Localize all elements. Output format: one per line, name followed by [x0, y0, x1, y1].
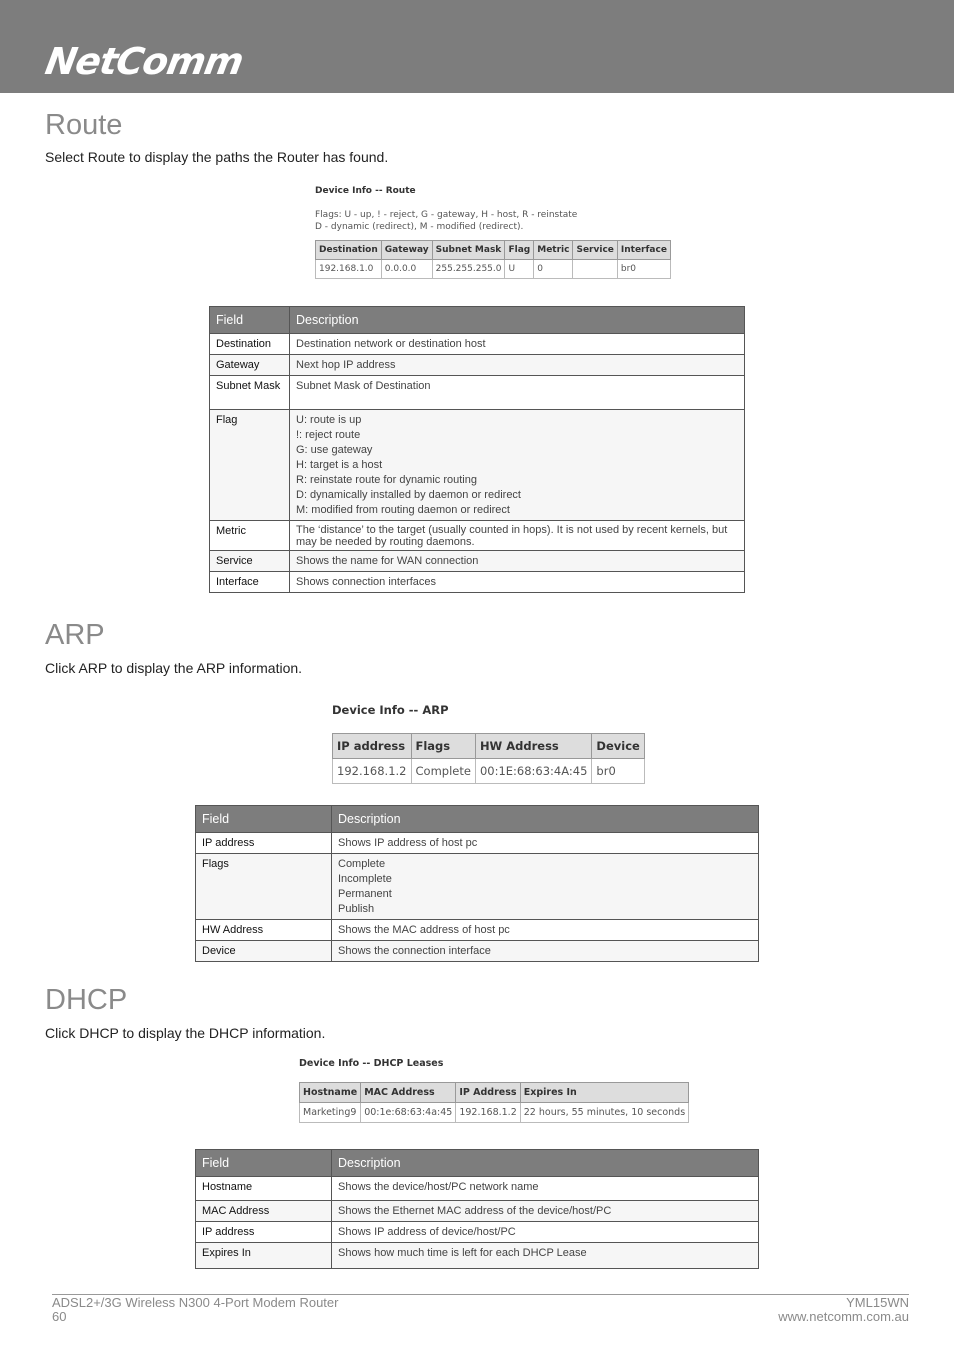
- field-description-cell: [332, 854, 759, 920]
- route-shot-header-cell: Service: [573, 241, 617, 260]
- description-line: Shows connection interfaces: [296, 576, 437, 588]
- dhcp-shot-data-cell: 22 hours, 55 minutes, 10 seconds: [520, 1103, 688, 1123]
- description-line: Destination network or destination host: [296, 338, 486, 350]
- route-shot-header-cell: Interface: [617, 241, 670, 260]
- description-line: Next hop IP address: [296, 359, 396, 371]
- field-description-cell: [290, 334, 745, 355]
- table-row: [196, 1201, 759, 1222]
- arp-shot-header-cell: Device: [592, 734, 644, 759]
- arp-shot-data-cell: br0: [592, 759, 644, 784]
- field-name-cell: Subnet Mask: [210, 376, 290, 410]
- table-row: [196, 1222, 759, 1243]
- footer-url: www.netcomm.com.au: [778, 1309, 909, 1324]
- dhcp-shot-title: Device Info -- DHCP Leases: [299, 1058, 444, 1069]
- table-row: [196, 854, 759, 920]
- route-shot-data-cell: br0: [617, 260, 670, 279]
- route-shot-data-cell: 0: [534, 260, 573, 279]
- field-description-cell: [332, 833, 759, 854]
- route-heading: Route: [45, 109, 123, 141]
- description-line: R: reinstate route for dynamic routing: [296, 474, 477, 486]
- route-shot-data-cell: 255.255.255.0: [432, 260, 505, 279]
- field-name-cell: Flags: [196, 854, 332, 920]
- dhcp-shot-header-cell: MAC Address: [361, 1083, 456, 1103]
- description-line: Shows the Ethernet MAC address of the device/host/PC: [338, 1205, 612, 1217]
- field-description-cell: [290, 376, 745, 410]
- field-description-cell: [332, 1177, 759, 1201]
- arp-shot-header-cell: HW Address: [475, 734, 591, 759]
- route-shot-header-cell: Gateway: [381, 241, 432, 260]
- field-name-cell: Device: [196, 941, 332, 962]
- dhcp-heading: DHCP: [45, 984, 128, 1016]
- table-row: [196, 920, 759, 941]
- description-line: D: dynamically installed by daemon or redirect: [296, 489, 521, 501]
- description-line: H: target is a host: [296, 459, 383, 471]
- table-row: [210, 355, 745, 376]
- netcomm-logo: NetComm: [42, 40, 247, 83]
- field-description-cell: [332, 920, 759, 941]
- dhcp-shot-data-cell: 00:1e:68:63:4a:45: [361, 1103, 456, 1123]
- arp-table-header-description: Description: [332, 806, 759, 833]
- dhcp-shot-header-cell: Expires In: [520, 1083, 688, 1103]
- field-description-cell: [332, 1243, 759, 1269]
- route-table-header-field: Field: [210, 307, 290, 334]
- description-line: The ‘distance’ to the target (usually counted in hops). It is not used by recent kernels, but may be needed by routing daemons.: [296, 524, 728, 548]
- description-line: G: use gateway: [296, 444, 373, 456]
- arp-shot-data-cell: 00:1E:68:63:4A:45: [475, 759, 591, 784]
- footer-product: ADSL2+/3G Wireless N300 4-Port Modem Router: [52, 1295, 339, 1310]
- description-line: Shows how much time is left for each DHCP Lease: [338, 1247, 587, 1259]
- field-name-cell: Metric: [210, 521, 290, 551]
- field-description-cell: [290, 521, 745, 551]
- dhcp-shot-data-cell: 192.168.1.2: [456, 1103, 520, 1123]
- footer-page-number: 60: [52, 1309, 67, 1324]
- table-row: [210, 334, 745, 355]
- description-line: M: modified from routing daemon or redirect: [296, 504, 510, 516]
- description-line: Incomplete: [338, 873, 392, 885]
- field-description-cell: [290, 572, 745, 593]
- description-line: Subnet Mask of Destination: [296, 380, 431, 392]
- description-line: Shows the device/host/PC network name: [338, 1181, 539, 1193]
- route-field-table: [209, 306, 745, 593]
- field-name-cell: MAC Address: [196, 1201, 332, 1222]
- table-row: [196, 1177, 759, 1201]
- description-line: Shows the MAC address of host pc: [338, 924, 510, 936]
- arp-shot-table: [332, 733, 645, 784]
- arp-screenshot: [332, 703, 645, 784]
- field-name-cell: Destination: [210, 334, 290, 355]
- dhcp-field-table: [195, 1149, 759, 1269]
- field-description-cell: [290, 551, 745, 572]
- field-name-cell: Hostname: [196, 1177, 332, 1201]
- description-line: Shows the connection interface: [338, 945, 491, 957]
- arp-table-header-field: Field: [196, 806, 332, 833]
- field-description-cell: [290, 410, 745, 521]
- route-screenshot: [315, 186, 671, 279]
- dhcp-shot-table: [299, 1082, 689, 1123]
- route-table-header-description: Description: [290, 307, 745, 334]
- arp-shot-data-cell: Complete: [411, 759, 475, 784]
- description-line: !: reject route: [296, 429, 361, 441]
- arp-shot-header-cell: IP address: [333, 734, 412, 759]
- description-line: Shows IP address of device/host/PC: [338, 1226, 516, 1238]
- dhcp-shot-header-cell: Hostname: [300, 1083, 361, 1103]
- route-intro: Select Route to display the paths the Router has found.: [45, 149, 389, 165]
- dhcp-screenshot: [299, 1058, 689, 1123]
- route-shot-header-cell: Metric: [534, 241, 573, 260]
- route-shot-header-cell: Subnet Mask: [432, 241, 505, 260]
- dhcp-shot-data-cell: Marketing9: [300, 1103, 361, 1123]
- arp-shot-data-cell: 192.168.1.2: [333, 759, 412, 784]
- field-name-cell: Expires In: [196, 1243, 332, 1269]
- field-name-cell: Interface: [210, 572, 290, 593]
- field-name-cell: Service: [210, 551, 290, 572]
- field-name-cell: IP address: [196, 833, 332, 854]
- arp-shot-title: Device Info -- ARP: [332, 703, 449, 717]
- table-row: [210, 551, 745, 572]
- field-name-cell: Flag: [210, 410, 290, 521]
- table-row: [196, 941, 759, 962]
- route-shot-table: [315, 240, 671, 279]
- description-line: Publish: [338, 903, 375, 915]
- description-line: U: route is up: [296, 414, 362, 426]
- field-description-cell: [332, 941, 759, 962]
- arp-intro: Click ARP to display the ARP information.: [45, 660, 303, 676]
- dhcp-shot-header-cell: IP Address: [456, 1083, 520, 1103]
- page-header: [0, 0, 954, 93]
- field-name-cell: IP address: [196, 1222, 332, 1243]
- route-shot-data-cell: 192.168.1.0: [316, 260, 382, 279]
- arp-field-table: [195, 805, 759, 962]
- field-description-cell: [290, 355, 745, 376]
- route-shot-title: Device Info -- Route: [315, 186, 416, 196]
- arp-heading: ARP: [45, 619, 105, 651]
- field-description-cell: [332, 1201, 759, 1222]
- table-row: [210, 376, 745, 410]
- description-line: Shows IP address of host pc: [338, 837, 478, 849]
- route-shot-data-cell: [573, 260, 617, 279]
- field-name-cell: Gateway: [210, 355, 290, 376]
- dhcp-table-header-description: Description: [332, 1150, 759, 1177]
- arp-shot-header-cell: Flags: [411, 734, 475, 759]
- route-shot-header-cell: Flag: [505, 241, 534, 260]
- description-line: Permanent: [338, 888, 392, 900]
- dhcp-table-header-field: Field: [196, 1150, 332, 1177]
- table-row: [196, 833, 759, 854]
- route-shot-legend-2: D - dynamic (redirect), M - modified (redirect).: [315, 222, 524, 232]
- footer-model: YML15WN: [846, 1295, 909, 1310]
- route-shot-legend-1: Flags: U - up, ! - reject, G - gateway, H - host, R - reinstate: [315, 210, 578, 220]
- route-shot-data-cell: U: [505, 260, 534, 279]
- description-line: Shows the name for WAN connection: [296, 555, 479, 567]
- field-description-cell: [332, 1222, 759, 1243]
- route-shot-header-cell: Destination: [316, 241, 382, 260]
- table-row: [210, 572, 745, 593]
- route-shot-data-cell: 0.0.0.0: [381, 260, 432, 279]
- description-line: Complete: [338, 858, 386, 870]
- table-row: [210, 410, 745, 521]
- field-name-cell: HW Address: [196, 920, 332, 941]
- dhcp-intro: Click DHCP to display the DHCP information.: [45, 1025, 326, 1041]
- table-row: [210, 521, 745, 551]
- table-row: [196, 1243, 759, 1269]
